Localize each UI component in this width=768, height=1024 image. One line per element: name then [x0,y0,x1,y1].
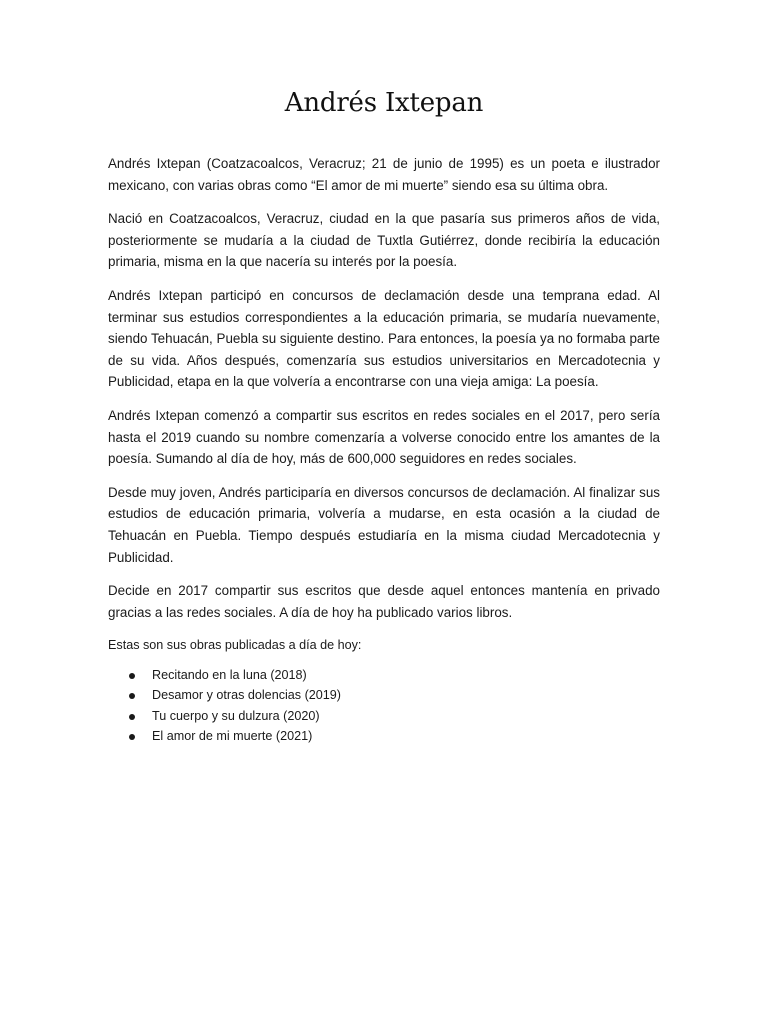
paragraph-birth: Nació en Coatzacoalcos, Veracruz, ciudad en la que pasaría sus primeros años de vida, posteriormente se mudaría a la ciudad de Tuxtla Gutiérrez, donde recibiría la educación primaria, misma en la que nacería su interés por la poesía. [108,211,660,270]
document-body [108,153,660,746]
works-list [108,665,660,746]
work-title: Tu cuerpo y su dulzura (2020) [152,708,320,723]
list-item [108,685,660,705]
works-list-intro: Estas son sus obras publicadas a día de hoy: [108,638,362,653]
paragraph-publishing: Decide en 2017 compartir sus escritos que desde aquel entonces mantenía en privado gracias a las redes sociales. A día de hoy ha publicado varios libros. [108,583,660,620]
list-item [108,706,660,726]
work-title: El amor de mi muerte (2021) [152,728,313,743]
work-title: Desamor y otras dolencias (2019) [152,688,341,703]
bullet-icon [129,693,135,699]
list-item [108,726,660,746]
bullet-icon [129,673,135,679]
paragraph-youth: Desde muy joven, Andrés participaría en diversos concursos de declamación. Al finalizar sus estudios de educación primaria, volvería a mudarse, en esta ocasión a la ciudad de Tehuacán en Puebla. Tiempo después estudiaría en la misma ciudad Mercadotecnia y Publicidad. [108,484,660,565]
paragraph-intro: Andrés Ixtepan (Coatzacoalcos, Veracruz; 21 de junio de 1995) es un poeta e ilustrador mexicano, con varias obras como “El amor de mi muerte” siendo esa su última obra. [108,156,660,193]
work-title: Recitando en la luna (2018) [152,668,307,683]
paragraph-social-media: Andrés Ixtepan comenzó a compartir sus escritos en redes sociales en el 2017, pero sería hasta el 2019 cuando su nombre comenzaría a volverse conocido entre los amantes de la poesía. Sumando al día de hoy, más de 600,000 seguidores en redes sociales. [108,407,660,467]
bullet-icon [129,714,135,720]
paragraph-declamation: Andrés Ixtepan participó en concursos de declamación desde una temprana edad. Al terminar sus estudios correspondientes a la educación primaria, se mudaría nuevamente, siendo Tehuacán, Puebla su siguiente destino. Para entonces, la poesía ya no formaba parte de su vida. Años después, comenzaría sus estudios universitarios en Mercadotecnia y Publicidad, etapa en la que volvería a encontrarse con una vieja amiga: La poesía. [108,287,660,390]
bullet-icon [129,734,135,740]
list-item [108,665,660,685]
page-title: Andrés Ixtepan [284,88,484,118]
